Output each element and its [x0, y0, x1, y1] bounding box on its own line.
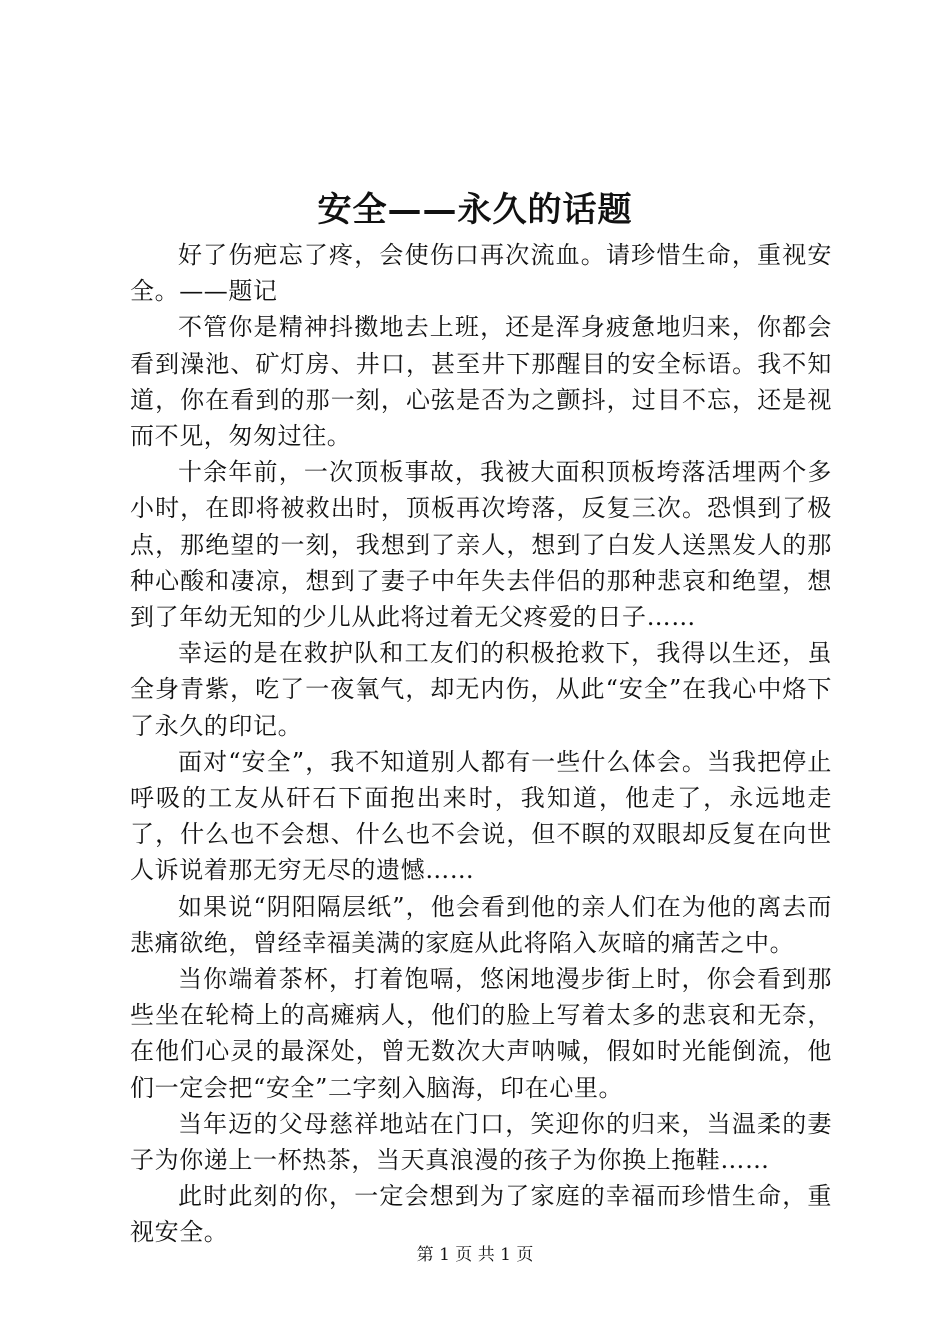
document-body — [130, 237, 832, 1251]
paragraph: 如果说“阴阳隔层纸”，他会看到他的亲人们在为他的离去而悲痛欲绝，曾经幸福美满的家庭从此将陷入灰暗的痛苦之中。 — [130, 892, 832, 957]
paragraph-epigraph: 好了伤疤忘了疼，会使伤口再次流血。请珍惜生命，重视安全。——题记 — [130, 241, 832, 306]
paragraph: 此时此刻的你，一定会想到为了家庭的幸福而珍惜生命，重视安全。 — [130, 1182, 832, 1247]
paragraph: 十余年前，一次顶板事故，我被大面积顶板垮落活埋两个多小时，在即将被救出时，顶板再次垮落，反复三次。恐惧到了极点，那绝望的一刻，我想到了亲人，想到了白发人送黑发人的那种心酸和凄凉，想到了妻子中年失去伴侣的那种悲哀和绝望，想到了年幼无知的少儿从此将过着无父疼爱的日子…… — [130, 458, 832, 632]
paragraph: 不管你是精神抖擞地去上班，还是浑身疲惫地归来，你都会看到澡池、矿灯房、井口，甚至井下那醒目的安全标语。我不知道，你在看到的那一刻，心弦是否为之颤抖，过目不忘，还是视而不见，匆匆过往。 — [130, 313, 832, 451]
paragraph: 面对“安全”，我不知道别人都有一些什么体会。当我把停止呼吸的工友从矸石下面抱出来时，我知道，他走了，永远地走了，什么也不会想、什么也不会说，但不瞑的双眼却反复在向世人诉说着那无穷无尽的遗憾…… — [130, 747, 832, 885]
document-title: 安全——永久的话题 — [317, 190, 633, 230]
paragraph: 幸运的是在救护队和工友们的积极抢救下，我得以生还，虽全身青紫，吃了一夜氧气，却无内伤，从此“安全”在我心中烙下了永久的印记。 — [130, 639, 832, 740]
paragraph: 当你端着茶杯，打着饱嗝，悠闲地漫步街上时，你会看到那些坐在轮椅上的高瘫病人，他们的脸上写着太多的悲哀和无奈，在他们心灵的最深处，曾无数次大声呐喊，假如时光能倒流，他们一定会把“安全”二字刻入脑海，印在心里。 — [130, 965, 832, 1102]
page-number-footer: 第 1 页 共 1 页 — [416, 1245, 534, 1265]
paragraph: 当年迈的父母慈祥地站在门口，笑迎你的归来，当温柔的妻子为你递上一杯热茶，当天真浪漫的孩子为你换上拖鞋…… — [130, 1109, 832, 1175]
